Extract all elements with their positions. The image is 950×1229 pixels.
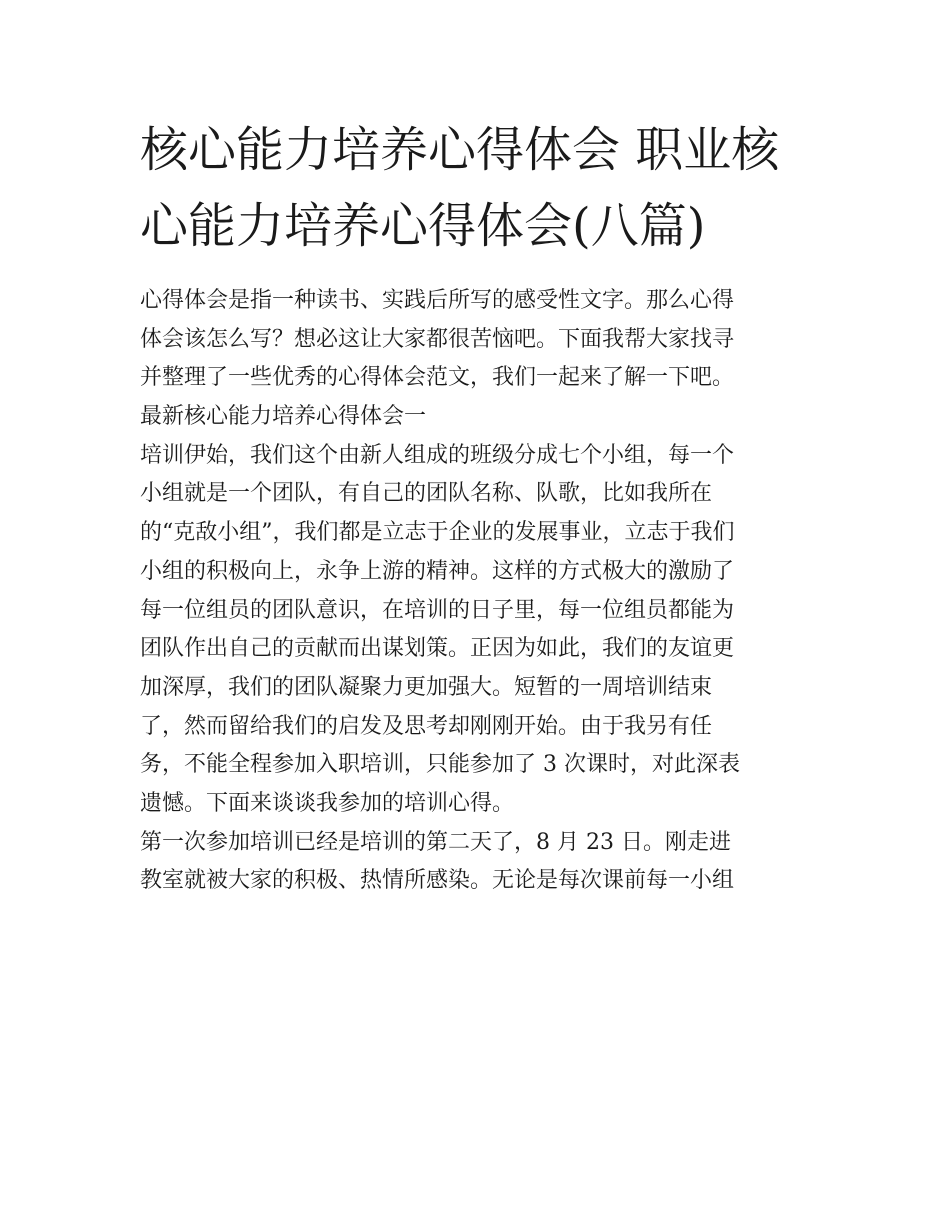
document-body	[140, 282, 830, 901]
body-line: 的“克敌小组”，我们都是立志于企业的发展事业，立志于我们	[140, 520, 735, 546]
body-line: 遗憾。下面来谈谈我参加的培训心得。	[140, 790, 515, 816]
title-line: 核心能力培养心得体会 职业核	[140, 122, 780, 178]
body-line: 务，不能全程参加入职培训，只能参加了 3 次课时，对此深表	[140, 752, 740, 778]
section-heading: 最新核心能力培养心得体会一	[140, 404, 427, 430]
body-line: 并整理了一些优秀的心得体会范文，我们一起来了解一下吧。	[140, 365, 735, 391]
body-line: 加深厚，我们的团队凝聚力更加强大。短暂的一周培训结束	[140, 674, 713, 700]
body-line: 心得体会是指一种读书、实践后所写的感受性文字。那么心得	[140, 288, 735, 313]
body-line: 培训伊始，我们这个由新人组成的班级分成七个小组，每一个	[140, 442, 735, 468]
body-line: 小组就是一个团队，有自己的团队名称、队歌，比如我所在	[140, 481, 713, 507]
body-line: 团队作出自己的贡献而出谋划策。正因为如此，我们的友谊更	[140, 636, 735, 662]
title-line: 心能力培养心得体会(八篇)	[140, 198, 706, 254]
body-line: 小组的积极向上，永争上游的精神。这样的方式极大的激励了	[140, 558, 735, 584]
body-line: 第一次参加培训已经是培训的第二天了，8 月 23 日。刚走进	[140, 829, 731, 855]
body-line: 体会该怎么写？想必这让大家都很苦恼吧。下面我帮大家找寻	[140, 326, 735, 352]
page-title	[140, 112, 820, 264]
body-line: 教室就被大家的积极、热情所感染。无论是每次课前每一小组	[140, 868, 735, 894]
body-line: 每一位组员的团队意识，在培训的日子里，每一位组员都能为	[140, 597, 735, 623]
body-line: 了，然而留给我们的启发及思考却刚刚开始。由于我另有任	[140, 713, 713, 739]
